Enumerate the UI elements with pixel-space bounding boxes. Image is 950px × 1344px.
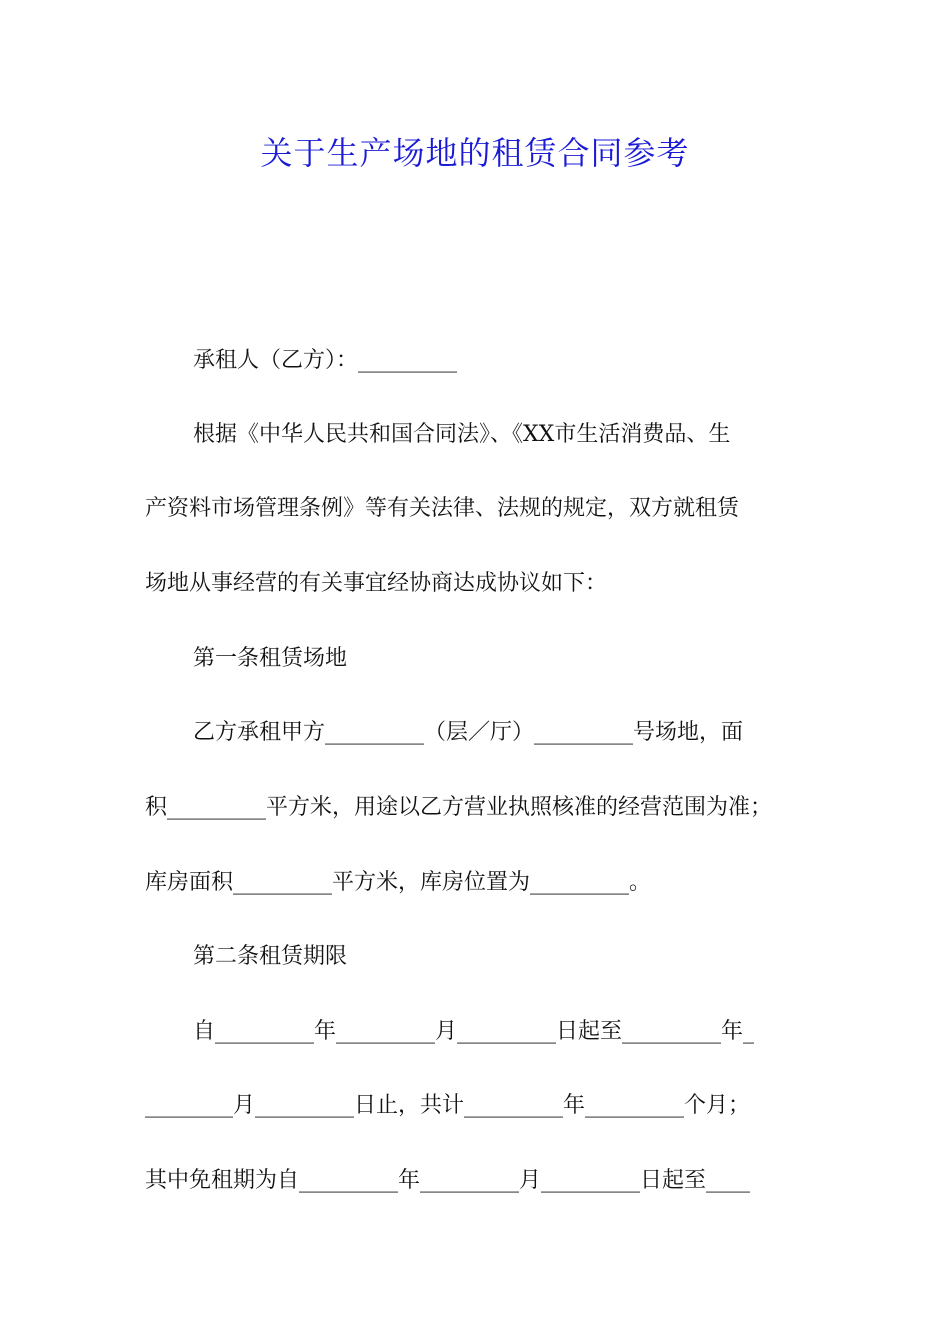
paragraph-basis-line-3: 场地从事经营的有关事宜经协商达成协议如下： — [145, 571, 608, 596]
article-2-line-3: 其中免租期为自_________年_________月_________日起至____ — [145, 1168, 751, 1193]
document-title: 关于生产场地的租赁合同参考 — [260, 134, 690, 172]
article-2-line-2: ________月_________日止，共计_________年_________个月； — [145, 1093, 751, 1118]
article-2-heading: 第二条租赁期限 — [193, 944, 348, 969]
article-1-line-1: 乙方承租甲方_________（层／厅）_________号场地，面 — [193, 720, 744, 745]
paragraph-basis-line-1: 根据《中华人民共和国合同法》、《XX市生活消费品、生 — [193, 422, 731, 447]
paragraph-lessee: 承租人（乙方）：_________ — [193, 348, 458, 373]
paragraph-basis-line-2: 产资料市场管理条例》等有关法律、法规的规定，双方就租赁 — [145, 496, 740, 521]
article-2-line-1: 自_________年_________月_________日起至_________年_ — [193, 1019, 755, 1044]
article-1-line-3: 库房面积_________平方米，库房位置为_________。 — [145, 870, 652, 895]
article-1-line-2: 积_________平方米，用途以乙方营业执照核准的经营范围为准； — [145, 795, 773, 820]
article-1-heading: 第一条租赁场地 — [193, 646, 348, 671]
